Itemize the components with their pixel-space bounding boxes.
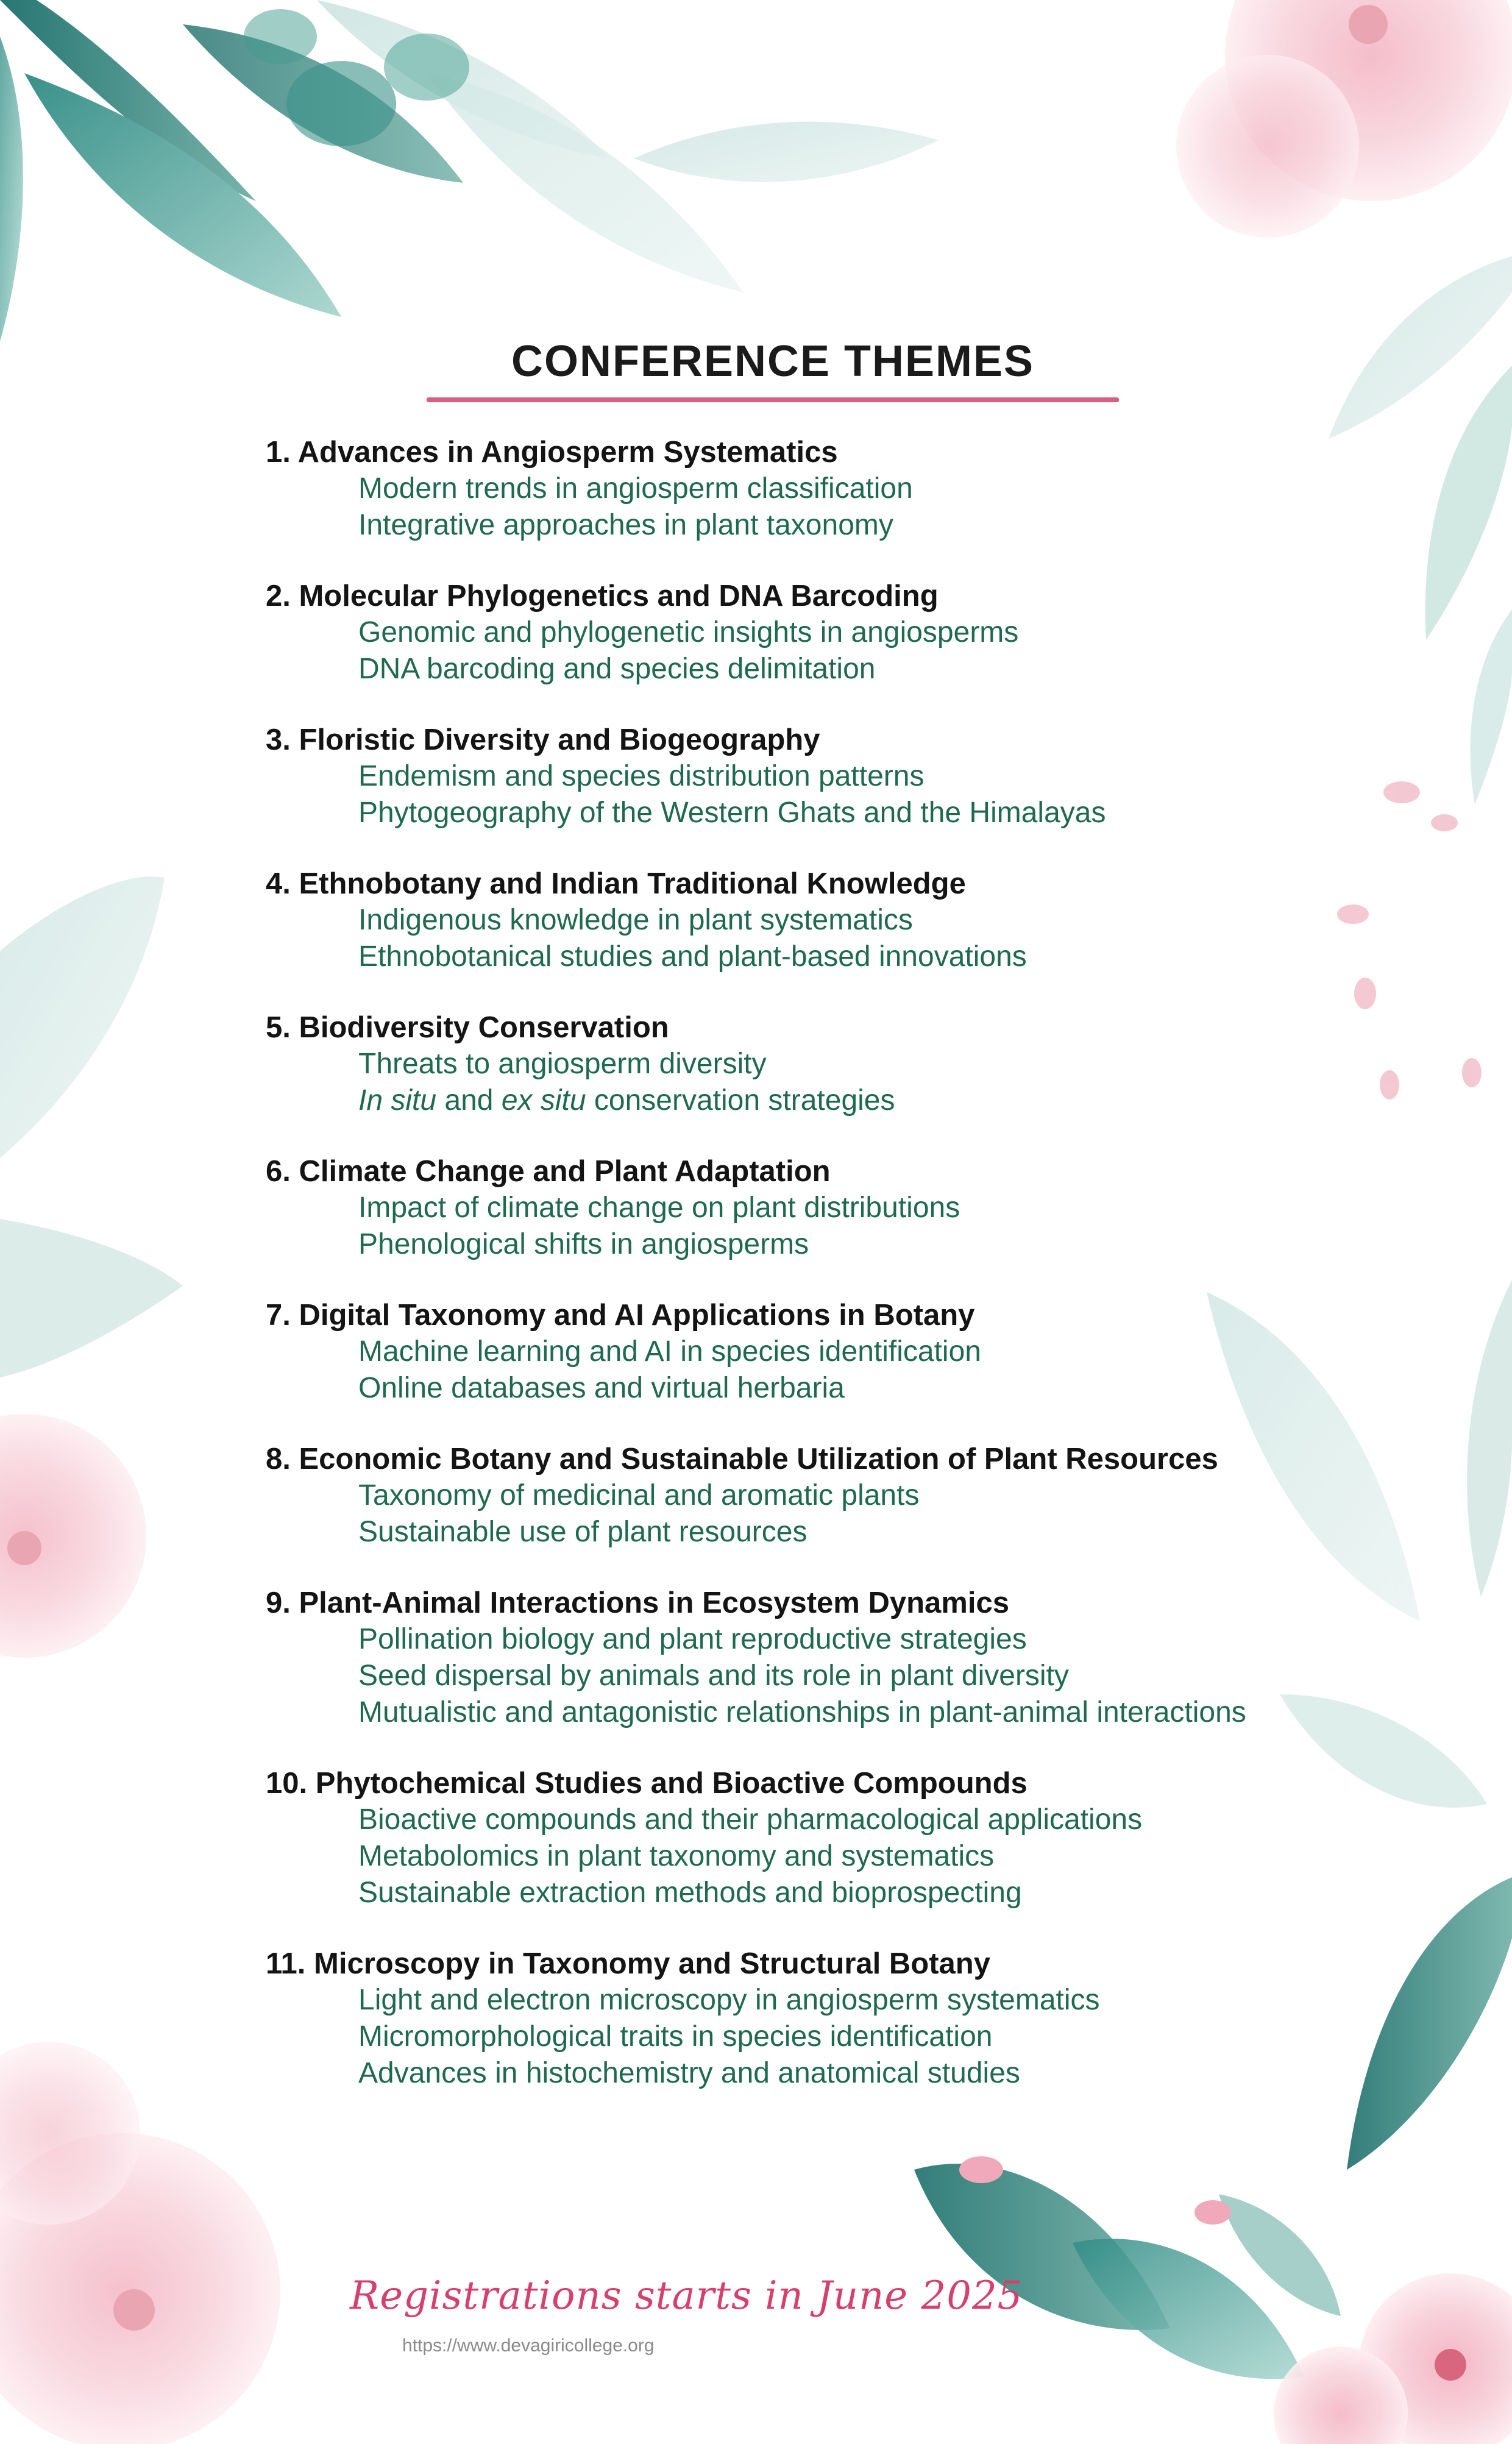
- theme-7: [266, 1297, 1478, 1407]
- subtopic: Pollination biology and plant reproductive strategies: [358, 1623, 1027, 1655]
- subtopic: Impact of climate change on plant distributions: [358, 1192, 960, 1224]
- theme-2: [266, 578, 1478, 687]
- theme-heading: 11. Microscopy in Taxonomy and Structural Botany: [266, 1947, 990, 1980]
- subtopic: Phenological shifts in angiosperms: [358, 1228, 809, 1260]
- subtopic: Genomic and phylogenetic insights in angiosperms: [358, 616, 1019, 648]
- subtopic: Advances in histochemistry and anatomical studies: [358, 2057, 1020, 2089]
- theme-5: [266, 1009, 1478, 1119]
- theme-heading: 5. Biodiversity Conservation: [266, 1011, 669, 1044]
- theme-heading: 10. Phytochemical Studies and Bioactive Compounds: [266, 1767, 1028, 1800]
- theme-9: [266, 1585, 1478, 1731]
- subtopic: Micromorphological traits in species identification: [358, 2020, 993, 2053]
- subtopic: Endemism and species distribution patterns: [358, 760, 925, 792]
- theme-heading: 9. Plant-Animal Interactions in Ecosystem Dynamics: [266, 1586, 1009, 1619]
- theme-6: [266, 1153, 1478, 1263]
- title-underline: [427, 397, 1119, 402]
- theme-10: [266, 1765, 1478, 1911]
- in-situ-term: In situ: [358, 1084, 437, 1117]
- subtopic: Bioactive compounds and their pharmacological applications: [358, 1803, 1143, 1836]
- subtopic: Mutualistic and antagonistic relationships in plant-animal interactions: [358, 1696, 1246, 1728]
- subtopic: Sustainable extraction methods and bioprospecting: [358, 1877, 1022, 1909]
- conservation-rest: conservation strategies: [586, 1084, 895, 1117]
- subtopic: Sustainable use of plant resources: [358, 1516, 807, 1548]
- subtopic: Machine learning and AI in species identification: [358, 1335, 981, 1368]
- conjunction: and: [436, 1084, 502, 1117]
- theme-4: [266, 865, 1478, 975]
- themes-list: [266, 434, 1478, 2126]
- subtopic: Threats to angiosperm diversity: [358, 1048, 767, 1080]
- theme-11: [266, 1945, 1478, 2092]
- theme-1: [266, 434, 1478, 544]
- theme-heading: 3. Floristic Diversity and Biogeography: [266, 723, 820, 756]
- subtopic: DNA barcoding and species delimitation: [358, 653, 876, 685]
- subtopic: Ethnobotanical studies and plant-based innovations: [358, 940, 1027, 973]
- subtopic: Modern trends in angiosperm classification: [358, 472, 913, 505]
- theme-8: [266, 1441, 1478, 1551]
- subtopic: Seed dispersal by animals and its role in plant diversity: [358, 1660, 1069, 1692]
- website-link[interactable]: https://www.devagiricollege.org: [402, 2336, 655, 2356]
- subtopic: Online databases and virtual herbaria: [358, 1372, 845, 1404]
- ex-situ-term: ex situ: [501, 1084, 586, 1117]
- theme-heading: 2. Molecular Phylogenetics and DNA Barcoding: [266, 580, 939, 613]
- theme-heading: 8. Economic Botany and Sustainable Utilization of Plant Resources: [266, 1443, 1218, 1476]
- theme-heading: 7. Digital Taxonomy and AI Applications in Botany: [266, 1299, 975, 1332]
- subtopic: Metabolomics in plant taxonomy and systematics: [358, 1840, 995, 1872]
- subtopic: Integrative approaches in plant taxonomy: [358, 509, 893, 541]
- theme-heading: 6. Climate Change and Plant Adaptation: [266, 1155, 831, 1188]
- subtopic-conservation-strategies: [266, 1082, 1478, 1119]
- theme-3: [266, 722, 1478, 831]
- subtopic: Indigenous knowledge in plant systematics: [358, 904, 913, 936]
- page-title: CONFERENCE THEMES: [511, 337, 1035, 386]
- subtopic: Light and electron microscopy in angiosperm systematics: [358, 1984, 1100, 2016]
- registration-notice: Registrations starts in June 2025: [350, 2273, 1023, 2318]
- theme-heading: 4. Ethnobotany and Indian Traditional Knowledge: [266, 867, 966, 900]
- subtopic: Taxonomy of medicinal and aromatic plants: [358, 1479, 920, 1512]
- subtopic: Phytogeography of the Western Ghats and the Himalayas: [358, 797, 1106, 829]
- theme-heading: 1. Advances in Angiosperm Systematics: [266, 436, 838, 469]
